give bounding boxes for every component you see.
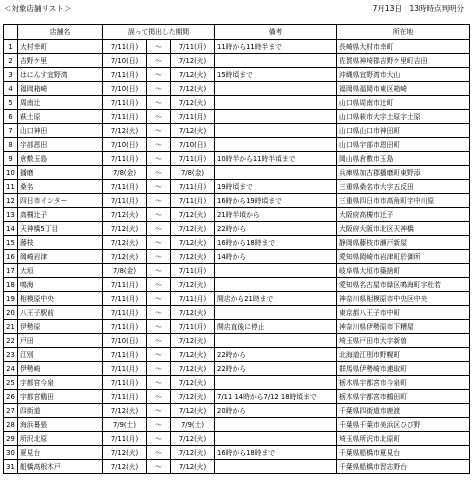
period-end: 7/12(火) (171, 306, 215, 320)
note: 10時半から11時半頃まで (215, 152, 337, 166)
store-name: 所沢北原 (18, 432, 103, 446)
row-number: 20 (4, 306, 18, 320)
period-separator: ～ (147, 194, 171, 208)
header-period: 誤って掲出した期間 (103, 25, 215, 40)
row-number: 29 (4, 432, 18, 446)
address: 東京都八王子市中町 (337, 306, 470, 320)
period-start: 7/9(土) (103, 418, 147, 432)
address: 兵庫県加古郡播磨町東野添 (337, 166, 470, 180)
address: 山口県萩市大字土原字土原 (337, 110, 470, 124)
period-start: 7/11(月) (103, 432, 147, 446)
note: 22時から (215, 362, 337, 376)
period-start: 7/11(月) (103, 180, 147, 194)
period-separator: ～ (147, 82, 171, 96)
period-start: 7/12(火) (103, 446, 147, 460)
header-note: 備考 (215, 25, 337, 40)
table-row (4, 222, 470, 236)
period-separator: ～ (147, 432, 171, 446)
header-no (4, 25, 18, 40)
address: 山口県山口市神田町 (337, 124, 470, 138)
period-start: 7/12(火) (103, 460, 147, 474)
address: 静岡県藤枝市瀬戸新屋 (337, 236, 470, 250)
store-name: 鳴海 (18, 278, 103, 292)
store-name: 夏見台 (18, 446, 103, 460)
table-row (4, 348, 470, 362)
store-name: 海浜幕張 (18, 418, 103, 432)
address: 千葉県四街道市鹿渡 (337, 404, 470, 418)
table-row (4, 278, 470, 292)
period-end: 7/12(火) (171, 376, 215, 390)
period-start: 7/11(月) (103, 320, 147, 334)
period-start: 7/11(月) (103, 376, 147, 390)
row-number: 19 (4, 292, 18, 306)
period-start: 7/11(月) (103, 292, 147, 306)
store-table (3, 24, 470, 474)
store-name: 周南辻 (18, 96, 103, 110)
period-start: 7/11(月) (103, 110, 147, 124)
period-start: 7/12(火) (103, 236, 147, 250)
period-end: 7/11(月) (171, 264, 215, 278)
row-number: 26 (4, 390, 18, 404)
period-separator: ～ (147, 306, 171, 320)
address: 神奈川県相模原市中央区中央 (337, 292, 470, 306)
period-separator: ～ (147, 96, 171, 110)
period-end: 7/10(日) (171, 138, 215, 152)
address: 岐阜県大垣市築捨町 (337, 264, 470, 278)
period-start: 7/12(火) (103, 404, 147, 418)
note (215, 278, 337, 292)
store-name: 播磨 (18, 166, 103, 180)
note: 開店直後に停止 (215, 320, 337, 334)
period-start: 7/10(日) (103, 138, 147, 152)
period-separator: ～ (147, 264, 171, 278)
row-number: 13 (4, 208, 18, 222)
row-number: 15 (4, 236, 18, 250)
address: 三重県四日市市高角町字中川原 (337, 194, 470, 208)
store-name: 岡崎岩津 (18, 250, 103, 264)
period-start: 7/11(月) (103, 194, 147, 208)
table-row (4, 152, 470, 166)
store-name: 大村幸町 (18, 40, 103, 54)
row-number: 12 (4, 194, 18, 208)
row-number: 6 (4, 110, 18, 124)
period-end: 7/9(土) (171, 418, 215, 432)
store-name: 宇都宮今泉 (18, 376, 103, 390)
period-end: 7/11(月) (171, 194, 215, 208)
row-number: 8 (4, 138, 18, 152)
address: 長崎県大村市幸町 (337, 40, 470, 54)
period-end: 7/12(火) (171, 404, 215, 418)
row-number: 27 (4, 404, 18, 418)
period-separator: ～ (147, 376, 171, 390)
period-start: 7/11(月) (103, 362, 147, 376)
store-name: 福岡箱崎 (18, 82, 103, 96)
row-number: 4 (4, 82, 18, 96)
period-end: 7/11(月) (171, 110, 215, 124)
period-start: 7/12(火) (103, 208, 147, 222)
period-separator: ～ (147, 390, 171, 404)
period-end: 7/11(月) (171, 320, 215, 334)
row-number: 24 (4, 362, 18, 376)
period-start: 7/11(月) (103, 348, 147, 362)
store-name: 伊勢崎 (18, 362, 103, 376)
note (215, 96, 337, 110)
period-end: 7/12(火) (171, 446, 215, 460)
note: 開店から21時まで (215, 292, 337, 306)
store-name: 吉野ケ里 (18, 54, 103, 68)
period-separator: ～ (147, 362, 171, 376)
note: 16時から18時まで (215, 446, 337, 460)
table-row (4, 250, 470, 264)
note (215, 306, 337, 320)
period-separator: ～ (147, 54, 171, 68)
period-end: 7/12(火) (171, 432, 215, 446)
address: 北海道江別市野幌町 (337, 348, 470, 362)
address: 福岡県福岡市東区箱崎 (337, 82, 470, 96)
address: 愛知県岡崎市岩津町於御所 (337, 250, 470, 264)
table-row (4, 236, 470, 250)
period-start: 7/12(火) (103, 250, 147, 264)
row-number: 28 (4, 418, 18, 432)
store-name: 桑名 (18, 180, 103, 194)
row-number: 5 (4, 96, 18, 110)
row-number: 18 (4, 278, 18, 292)
period-separator: ～ (147, 166, 171, 180)
address: 大阪府大阪市北区天神橋 (337, 222, 470, 236)
note (215, 82, 337, 96)
period-end: 7/12(火) (171, 390, 215, 404)
store-name: 宇部恩田 (18, 138, 103, 152)
note (215, 334, 337, 348)
row-number: 23 (4, 348, 18, 362)
row-number: 30 (4, 446, 18, 460)
note (215, 264, 337, 278)
table-row (4, 334, 470, 348)
row-number: 9 (4, 152, 18, 166)
note (215, 432, 337, 446)
note: 22時から (215, 348, 337, 362)
note (215, 376, 337, 390)
period-end: 7/12(火) (171, 362, 215, 376)
period-end: 7/12(火) (171, 348, 215, 362)
address: 群馬県伊勢崎市連取町 (337, 362, 470, 376)
table-row (4, 54, 470, 68)
store-name: 萩土原 (18, 110, 103, 124)
store-name: 船橋高根木戸 (18, 460, 103, 474)
table-row (4, 124, 470, 138)
store-name: 江別 (18, 348, 103, 362)
row-number: 22 (4, 334, 18, 348)
row-number: 21 (4, 320, 18, 334)
store-name: 四街道 (18, 404, 103, 418)
period-start: 7/12(火) (103, 124, 147, 138)
address: 岡山県倉敷市玉島 (337, 152, 470, 166)
table-row (4, 82, 470, 96)
table-row (4, 446, 470, 460)
note: 21時半頃から (215, 208, 337, 222)
period-start: 7/10(日) (103, 82, 147, 96)
list-title: ＜対象店舗リスト＞ (4, 4, 72, 13)
store-name: 宇都宮鶴田 (18, 390, 103, 404)
note (215, 138, 337, 152)
period-start: 7/11(月) (103, 390, 147, 404)
table-row (4, 376, 470, 390)
period-end: 7/12(火) (171, 96, 215, 110)
period-separator: ～ (147, 138, 171, 152)
row-number: 17 (4, 264, 18, 278)
address: 沖縄県宜野湾市大山 (337, 68, 470, 82)
period-start: 7/8(金) (103, 166, 147, 180)
table-row (4, 404, 470, 418)
table-row (4, 432, 470, 446)
address: 神奈川県伊勢原市下糟屋 (337, 320, 470, 334)
table-row (4, 40, 470, 54)
row-number: 25 (4, 376, 18, 390)
row-number: 3 (4, 68, 18, 82)
period-start: 7/11(月) (103, 152, 147, 166)
period-separator: ～ (147, 236, 171, 250)
note: 19時頃まで (215, 180, 337, 194)
row-number: 10 (4, 166, 18, 180)
note: 16時から18時まで (215, 236, 337, 250)
period-separator: ～ (147, 250, 171, 264)
table-row (4, 180, 470, 194)
period-separator: ～ (147, 222, 171, 236)
table-row (4, 390, 470, 404)
row-number: 16 (4, 250, 18, 264)
address: 千葉県船橋市習志野台 (337, 460, 470, 474)
table-row (4, 460, 470, 474)
period-separator: ～ (147, 180, 171, 194)
period-start: 7/10(日) (103, 54, 147, 68)
note (215, 110, 337, 124)
note: 20時から (215, 404, 337, 418)
store-name: 相模原中央 (18, 292, 103, 306)
table-row (4, 418, 470, 432)
store-name: 藤枝 (18, 236, 103, 250)
period-separator: ～ (147, 292, 171, 306)
table-row (4, 208, 470, 222)
table-row (4, 96, 470, 110)
address: 三重県桑名市大字五反田 (337, 180, 470, 194)
as-of-note: 7月13日 13時時点判明分 (372, 4, 464, 13)
note (215, 124, 337, 138)
period-end: 7/11(月) (171, 180, 215, 194)
period-end: 7/12(火) (171, 236, 215, 250)
note (215, 418, 337, 432)
period-start: 7/11(月) (103, 68, 147, 82)
address: 栃木県宇都宮市今泉町 (337, 376, 470, 390)
note: 7/11 14時から7/12 18時頃まで (215, 390, 337, 404)
header-address: 所在地 (337, 25, 470, 40)
table-row (4, 166, 470, 180)
row-number: 11 (4, 180, 18, 194)
table-row (4, 320, 470, 334)
period-end: 7/11(月) (171, 40, 215, 54)
address: 千葉県千葉市美浜区ひび野 (337, 418, 470, 432)
period-separator: ～ (147, 446, 171, 460)
address: 栃木県宇都宮市鶴田町 (337, 390, 470, 404)
note: 11時から11時半まで (215, 40, 337, 54)
table-row (4, 138, 470, 152)
row-number: 7 (4, 124, 18, 138)
period-separator: ～ (147, 124, 171, 138)
period-end: 7/12(火) (171, 82, 215, 96)
note: 15時頃まで (215, 68, 337, 82)
store-name: 倉敷玉島 (18, 152, 103, 166)
address: 佐賀県神埼郡吉野ケ里町吉田 (337, 54, 470, 68)
store-name: 天神橋5丁目 (18, 222, 103, 236)
period-separator: ～ (147, 460, 171, 474)
row-number: 1 (4, 40, 18, 54)
period-start: 7/11(月) (103, 96, 147, 110)
period-separator: ～ (147, 418, 171, 432)
period-end: 7/11(月) (171, 292, 215, 306)
period-end: 7/12(火) (171, 68, 215, 82)
period-separator: ～ (147, 68, 171, 82)
period-end: 7/12(火) (171, 208, 215, 222)
table-row (4, 68, 470, 82)
period-separator: ～ (147, 110, 171, 124)
row-number: 2 (4, 54, 18, 68)
table-row (4, 264, 470, 278)
store-name: 伊勢原 (18, 320, 103, 334)
table-row (4, 110, 470, 124)
note: 22時から (215, 222, 337, 236)
period-start: 7/12(火) (103, 222, 147, 236)
period-end: 7/8(金) (171, 166, 215, 180)
header-store-name: 店舗名 (18, 25, 103, 40)
table-row (4, 194, 470, 208)
period-separator: ～ (147, 208, 171, 222)
period-separator: ～ (147, 152, 171, 166)
table-header-row (4, 25, 470, 40)
address: 愛知県名古屋市緑区鳴海町字杜若 (337, 278, 470, 292)
period-separator: ～ (147, 334, 171, 348)
period-separator: ～ (147, 320, 171, 334)
period-end: 7/12(火) (171, 460, 215, 474)
note: 14時から (215, 250, 337, 264)
address: 大阪府高槻市辻子 (337, 208, 470, 222)
store-name: はにんす宜野湾 (18, 68, 103, 82)
period-start: 7/10(日) (103, 334, 147, 348)
period-start: 7/8(金) (103, 264, 147, 278)
period-separator: ～ (147, 40, 171, 54)
row-number: 14 (4, 222, 18, 236)
period-start: 7/11(月) (103, 306, 147, 320)
period-separator: ～ (147, 278, 171, 292)
period-end: 7/12(火) (171, 250, 215, 264)
period-end: 7/12(火) (171, 278, 215, 292)
store-name: 八王子駅前 (18, 306, 103, 320)
table-row (4, 306, 470, 320)
table-row (4, 362, 470, 376)
store-name: 戸田 (18, 334, 103, 348)
period-end: 7/12(火) (171, 124, 215, 138)
note (215, 166, 337, 180)
table-row (4, 292, 470, 306)
store-name: 四日市インター (18, 194, 103, 208)
note (215, 460, 337, 474)
note (215, 54, 337, 68)
period-end: 7/12(火) (171, 222, 215, 236)
row-number: 31 (4, 460, 18, 474)
period-end: 7/11(月) (171, 152, 215, 166)
address: 山口県宇部市恩田町 (337, 138, 470, 152)
store-name: 山口神田 (18, 124, 103, 138)
period-end: 7/12(火) (171, 54, 215, 68)
store-name: 高槻辻子 (18, 208, 103, 222)
address: 埼玉県所沢市北原町 (337, 432, 470, 446)
period-separator: ～ (147, 404, 171, 418)
store-name: 大垣 (18, 264, 103, 278)
period-start: 7/11(月) (103, 40, 147, 54)
address: 千葉県船橋市夏見台 (337, 446, 470, 460)
period-end: 7/12(火) (171, 334, 215, 348)
address: 埼玉県戸田市大字新曽 (337, 334, 470, 348)
period-separator: ～ (147, 348, 171, 362)
address: 山口県周南市辻町 (337, 96, 470, 110)
period-start: 7/11(月) (103, 278, 147, 292)
note: 16時から19時頃まで (215, 194, 337, 208)
